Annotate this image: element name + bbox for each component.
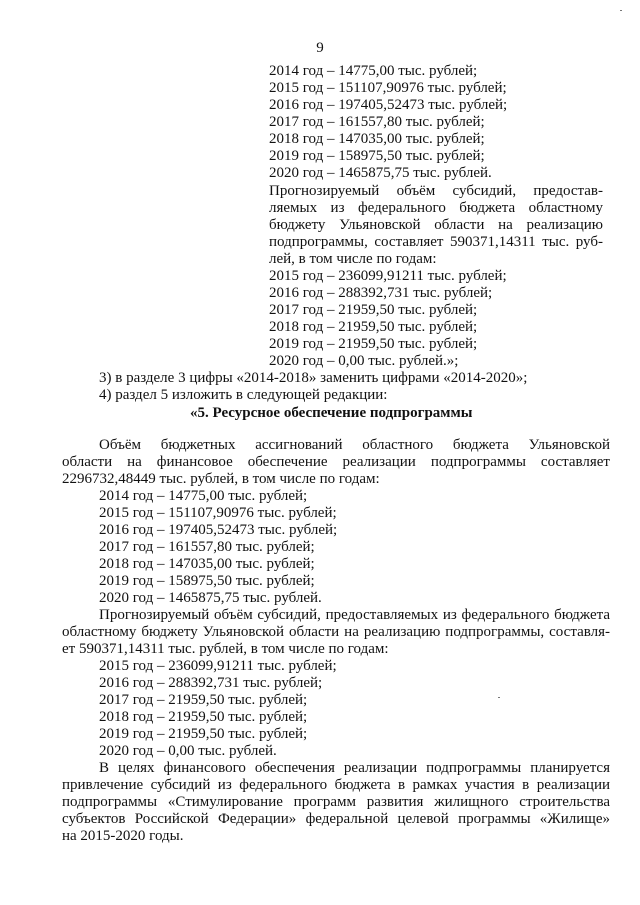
right-subsidy-paragraph-line: бюджету Ульяновской области на реализацию (269, 217, 603, 233)
budget-year-line: 2017 год – 161557,80 тыс. рублей; (99, 539, 315, 555)
closing-paragraph-line: В целях финансового обеспечения реализации подпрограммы планируется (99, 760, 610, 776)
budget-paragraph-line: Объём бюджетных ассигнований областного бюджета Ульяновской (99, 437, 610, 453)
right-funding-line: 2016 год – 197405,52473 тыс. рублей; (269, 97, 508, 113)
forecast-paragraph-line: Прогнозируемый объём субсидий, предоставляемых из федерального бюджета (99, 607, 610, 623)
budget-year-line: 2019 год – 158975,50 тыс. рублей; (99, 573, 315, 589)
instruction-4: 4) раздел 5 изложить в следующей редакции: (99, 387, 388, 403)
budget-year-line: 2015 год – 151107,90976 тыс. рублей; (99, 505, 337, 521)
closing-paragraph-line: подпрограммы «Стимулирование программ развития жилищного строительства (62, 794, 610, 810)
right-funding-line: 2017 год – 161557,80 тыс. рублей; (269, 114, 485, 130)
budget-year-line: 2016 год – 197405,52473 тыс. рублей; (99, 522, 338, 538)
scan-speck (498, 697, 500, 698)
section-heading: «5. Ресурсное обеспечение подпрограммы (190, 405, 473, 421)
right-subsidy-paragraph-line: лей, в том числе по годам: (269, 251, 437, 267)
budget-paragraph-line: области на финансовое обеспечение реализации подпрограммы составляет (62, 454, 610, 470)
forecast-paragraph-line: областному бюджету Ульяновской области на реализацию подпрограммы, составля- (62, 624, 610, 640)
right-subsidy-paragraph-line: подпрограммы, составляет 590371,14311 тыс. руб- (269, 234, 603, 250)
forecast-year-line: 2020 год – 0,00 тыс. рублей. (99, 743, 277, 759)
page-number: 9 (316, 40, 324, 56)
forecast-year-line: 2019 год – 21959,50 тыс. рублей; (99, 726, 308, 742)
forecast-year-line: 2016 год – 288392,731 тыс. рублей; (99, 675, 323, 691)
instruction-3: 3) в разделе 3 цифры «2014-2018» заменить цифрами «2014-2020»; (99, 370, 528, 386)
right-subsidy-line: 2020 год – 0,00 тыс. рублей.»; (269, 353, 459, 369)
forecast-year-line: 2015 год – 236099,91211 тыс. рублей; (99, 658, 337, 674)
forecast-year-line: 2018 год – 21959,50 тыс. рублей; (99, 709, 308, 725)
right-subsidy-line: 2019 год – 21959,50 тыс. рублей; (269, 336, 478, 352)
right-funding-line: 2020 год – 1465875,75 тыс. рублей. (269, 165, 492, 181)
right-funding-line: 2015 год – 151107,90976 тыс. рублей; (269, 80, 507, 96)
right-funding-line: 2018 год – 147035,00 тыс. рублей; (269, 131, 485, 147)
budget-year-line: 2020 год – 1465875,75 тыс. рублей. (99, 590, 322, 606)
forecast-paragraph-line: ет 590371,14311 тыс. рублей, в том числе по годам: (62, 641, 389, 657)
right-subsidy-line: 2017 год – 21959,50 тыс. рублей; (269, 302, 478, 318)
right-subsidy-paragraph-line: Прогнозируемый объём субсидий, предостав- (269, 183, 603, 199)
budget-year-line: 2014 год – 14775,00 тыс. рублей; (99, 488, 308, 504)
budget-paragraph-line: 2296732,48449 тыс. рублей, в том числе по годам: (62, 471, 380, 487)
budget-year-line: 2018 год – 147035,00 тыс. рублей; (99, 556, 315, 572)
forecast-year-line: 2017 год – 21959,50 тыс. рублей; (99, 692, 308, 708)
right-subsidy-line: 2016 год – 288392,731 тыс. рублей; (269, 285, 493, 301)
right-subsidy-line: 2018 год – 21959,50 тыс. рублей; (269, 319, 478, 335)
closing-paragraph-line: привлечение субсидий из федерального бюджета в рамках участия в реализации (62, 777, 610, 793)
right-subsidy-paragraph-line: ляемых из федерального бюджета областному (269, 200, 603, 216)
closing-paragraph-line: субъектов Российской Федерации» федеральной целевой программы «Жилище» (62, 811, 610, 827)
closing-paragraph-line: на 2015-2020 годы. (62, 828, 184, 844)
scan-speck (620, 10, 622, 11)
right-subsidy-line: 2015 год – 236099,91211 тыс. рублей; (269, 268, 507, 284)
right-funding-line: 2014 год – 14775,00 тыс. рублей; (269, 63, 478, 79)
right-funding-line: 2019 год – 158975,50 тыс. рублей; (269, 148, 485, 164)
